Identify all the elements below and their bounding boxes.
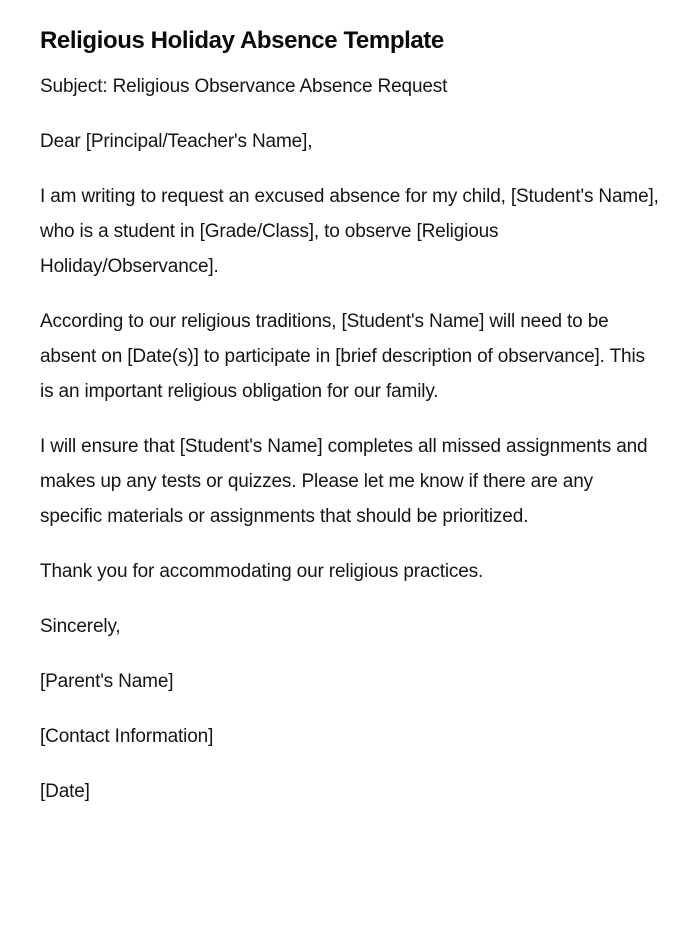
subject-line: Subject: Religious Observance Absence Request <box>40 76 448 97</box>
body-paragraph-thanks: Thank you for accommodating our religious practices. <box>40 561 484 582</box>
signature-parent-name: [Parent's Name] <box>40 671 174 692</box>
closing: Sincerely, <box>40 616 121 637</box>
document-title: Religious Holiday Absence Template <box>40 27 444 54</box>
body-paragraph-request: I am writing to request an excused absence for my child, [Student's Name], who is a student in [Grade/Class], to observe [Religious Holiday/Observance]. <box>40 186 659 277</box>
body-paragraph-traditions: According to our religious traditions, [Student's Name] will need to be absent on [Date(s)] to participate in [brief description of observance]. This is an important religious obligation for our family. <box>40 311 645 402</box>
body-paragraph-assignments: I will ensure that [Student's Name] completes all missed assignments and makes up any tests or quizzes. Please let me know if there are any specific materials or assignments that should be prioritized. <box>40 436 648 527</box>
signature-contact-information: [Contact Information] <box>40 726 214 747</box>
signature-date: [Date] <box>40 781 90 802</box>
salutation: Dear [Principal/Teacher's Name], <box>40 131 313 152</box>
